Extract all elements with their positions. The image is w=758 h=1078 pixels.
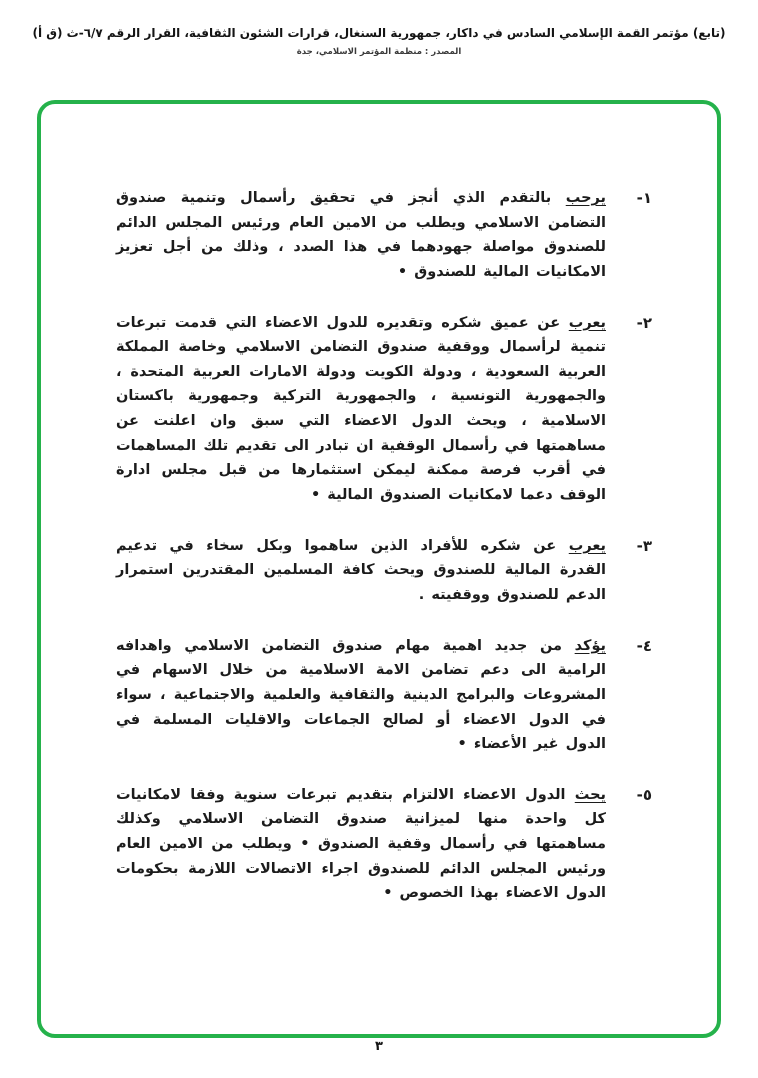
item-text — [116, 534, 606, 608]
item-text — [116, 634, 606, 757]
list-item — [116, 534, 652, 608]
item-lead-word: يرحب — [565, 190, 606, 206]
item-lead-word: يعرب — [568, 314, 606, 331]
item-text — [116, 311, 606, 508]
resolution-list — [116, 186, 652, 932]
item-body-text: عن عميق شكره وتقديره للدول الاعضاء التي قدمت تبرعات تنمية لرأسمال ووقفية صندوق التضامن الاسلامي وخاصة المملكة العربية السعودية ، ودولة الكويت ودولة الامارات العربية المتحدة ، والجمهورية التونسية ، والجمهورية التركية وجمهورية باكستان الاسلامية ، ويحث الدول الاعضاء التي سبق وان اعلنت عن مساهمتها في رأسمال الوقفية ان تبادر الى تقديم تلك المساهمات في أقرب فرصة ممكنة ليمكن استثمارها من قبل مجلس ادارة الوقف دعما لامكانيات الصندوق المالية • — [116, 314, 606, 504]
item-lead-word: يؤكد — [574, 637, 606, 654]
item-lead-word: يحث — [574, 786, 606, 803]
list-item — [116, 311, 652, 508]
list-item — [116, 634, 652, 757]
item-body-text: عن شكره للأفراد الذين ساهموا وبكل سخاء في تدعيم القدرة المالية للصندوق ويحث كافة المسلمين المقتدرين استمرار الدعم للصندوق ووقفيته . — [116, 537, 606, 603]
item-body-text: بالتقدم الذي أنجز في تحقيق رأسمال وتنمية صندوق التضامن الاسلامي ويطلب من الامين العام ورئيس المجلس الدائم للصندوق مواصلة جهودهما في هذا الصدد ، وذلك من أجل تعزيز الامكانيات المالية للصندوق • — [116, 190, 606, 280]
page-number: ٣ — [375, 1039, 383, 1054]
item-body-text: الدول الاعضاء الالتزام بتقديم تبرعات سنوية وفقا لامكانيات كل واحدة منها لميزانية صندوق التضامن الاسلامي وكذلك مساهمتها في رأسمال وقفية الصندوق • ويطلب من الامين العام ورئيس المجلس الدائم للصندوق اجراء الاتصالات اللازمة بحكومات الدول الاعضاء بهذا الخصوص • — [116, 786, 606, 902]
item-body-text: من جديد اهمية مهام صندوق التضامن الاسلامي واهدافه الرامية الى دعم تضامن الامة الاسلامية من خلال الاسهام في المشروعات والبرامج الدينية والثقافية والعلمية والاجتماعية ، سواء في الدول الاعضاء أو لصالح الجماعات والاقليات المسلمة في الدول غير الأعضاء • — [116, 637, 606, 753]
item-number: ٢- — [636, 313, 652, 332]
document-source: المصدر : منظمة المؤتمر الاسلامي، جدة — [296, 46, 462, 57]
item-number: ٤- — [636, 636, 652, 655]
list-item — [116, 186, 652, 285]
item-number: ٣- — [636, 536, 652, 555]
item-number: ١- — [636, 189, 652, 207]
item-number: ٥- — [636, 785, 652, 804]
document-header — [30, 26, 728, 57]
item-lead-word: يعرب — [568, 537, 606, 554]
list-item — [116, 783, 652, 906]
document-title: (تابع) مؤتمر القمة الإسلامي السادس في داكار، جمهورية السنغال، قرارات الشئون الثقافية، القرار الرقم ٦/٧-ث (ق أ) — [32, 26, 726, 40]
item-text — [116, 783, 606, 906]
item-text — [116, 186, 606, 285]
